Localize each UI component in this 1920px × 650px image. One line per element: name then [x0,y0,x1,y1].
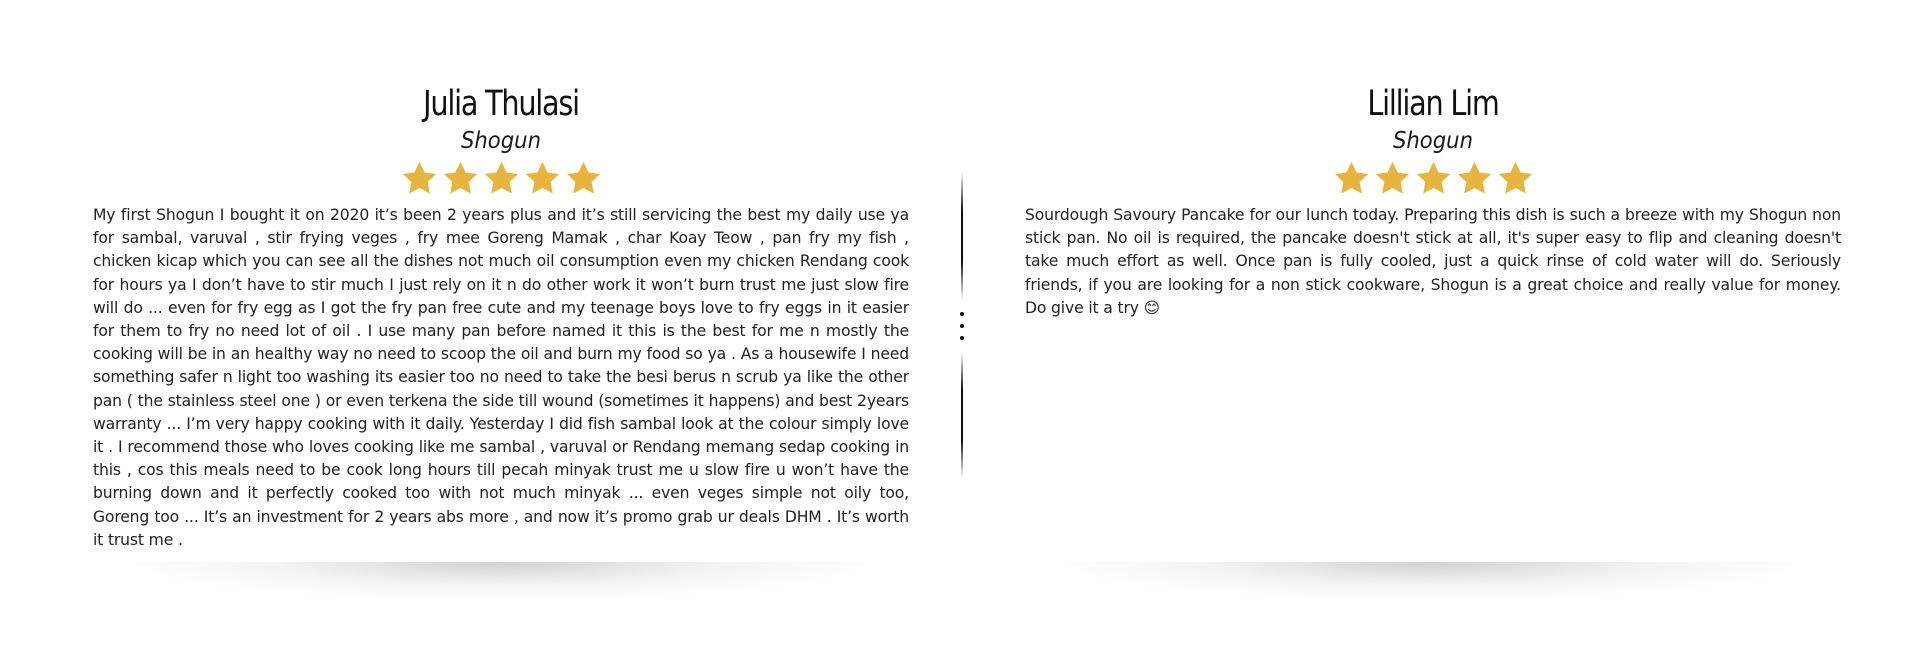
reviewer-name: Julia Thulasi [423,84,579,124]
star-icon [483,160,520,197]
star-icon [1415,160,1452,197]
review-card-lillian-lim [1025,82,1841,320]
star-icon [565,160,602,197]
star-rating [1025,160,1841,198]
card-shadow [110,562,890,602]
star-icon [442,160,479,197]
divider-line-top [961,172,963,300]
star-icon [1456,160,1493,197]
divider-dot [960,312,964,316]
star-icon [401,160,438,197]
product-name: Shogun [1392,128,1474,154]
divider-dot [960,324,964,328]
star-icon [524,160,561,197]
divider-line-bottom [961,352,963,478]
divider-dot [960,336,964,340]
star-icon [1333,160,1370,197]
review-text: My first Shogun I bought it on 2020 it’s been 2 years plus and it’s still servicing the best my daily use ya for sambal, varuval , stir frying veges , fry mee Goreng Mamak , char Koay Teow , pan fry my fish , chicken kicap which you can see all the dishes not much oil consumption even my chicken Rendang cook for hours ya I don’t have to stir much I just rely on it n do other work it won’t burn trust me just slow fire will do ... even for fry egg as I got the fry pan free cute and my teenage boys love to fry eggs in it easier for them to fry no need lot of oil . I use many pan before named it this is the best for me n mostly the cooking will be in an healthy way no need to scoop the oil and burn my food so ya . As a housewife I need something safer n light too washing its easier too no need to take the besi berus n scrub ya like the other pan ( the stainless steel one ) or even terkena the side till wound (sometimes it happens) and best 2years warranty ... I’m very happy cooking with it daily. Yesterday I did fish sambal look at the colour simply love it . I recommend those who loves cooking like me sambal , varuval or Rendang memang sedap cooking in this , cos this meals need to be cook long hours till pecah minyak trust me u slow fire u won’t have the burning down and it perfectly cooked too with not much minyak ... even veges simple not oily too, Goreng too ... It’s an investment for 2 years abs more , and now it’s promo grab ur deals DHM . It’s worth it trust me . [93,206,909,549]
card-shadow [1040,562,1820,602]
review-text: Sourdough Savoury Pancake for our lunch today. Preparing this dish is such a breeze with my Shogun non stick pan. No oil is required, the pancake doesn't stick at all, it's super easy to flip and cleaning doesn't take much effort as well. Once pan is fully cooled, just a quick rinse of cold water will do. Seriously friends, if you are looking for a non stick cookware, Shogun is a great choice and really value for money. Do give it a try 😊 [1025,206,1841,317]
product-name: Shogun [460,128,542,154]
reviewer-name: Lillian Lim [1367,84,1499,124]
vertical-ellipsis-icon [960,172,964,478]
star-icon [1374,160,1411,197]
review-card-julia-thulasi [93,82,909,552]
star-icon [1497,160,1534,197]
star-rating [93,160,909,198]
